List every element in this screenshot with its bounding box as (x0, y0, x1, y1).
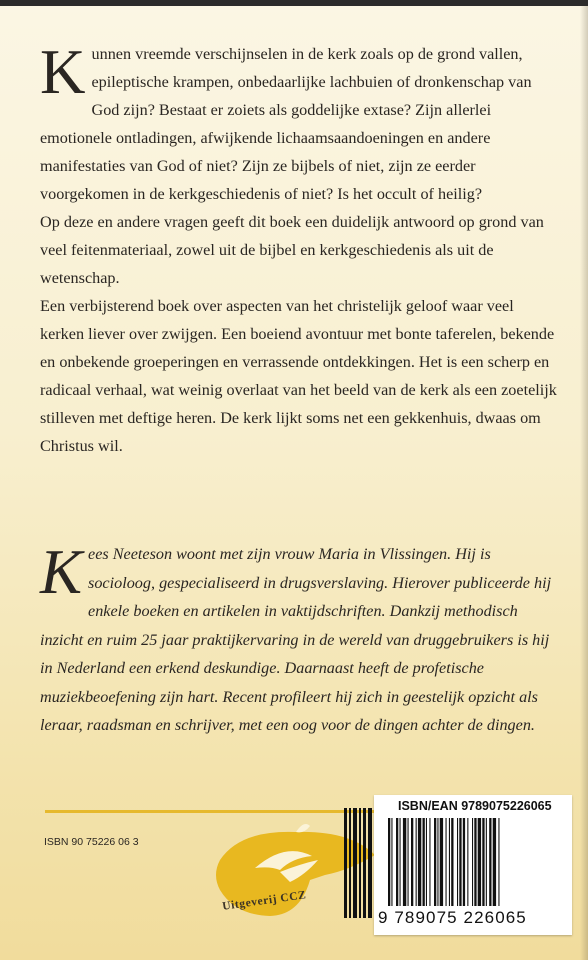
blurb-paragraph-2: Op deze en andere vragen geeft dit boek een duidelijk antwoord op grond van veel feitenmateriaal, zowel uit de bijbel en kerkgeschiedenis als uit de wetenschap. (40, 213, 544, 287)
barcode-icon (386, 818, 564, 910)
top-edge (0, 0, 588, 6)
publisher-name: Uitgeverij CCZ (221, 889, 308, 913)
barcode-digits: 9 789075 226065 (378, 908, 527, 927)
blurb-paragraph-3: Een verbijsterend boek over aspecten van het christelijk geloof waar veel kerken liever over zwijgen. Een boeiend avontuur met bonte taferelen, bekende en onbekende groeperingen en verrassende ontdekkingen. Het is een scherp en radicaal verhaal, wat weinig overlaat van het beeld van de kerk als een zoetelijk stilleven met deftige heren. De kerk lijkt soms net een gekkenhuis, dwaas om Christus wil. (40, 297, 557, 455)
spine-barcode-icon (344, 808, 374, 918)
book-blurb (40, 37, 560, 460)
bio-dropcap: K (40, 537, 83, 607)
bio-paragraph: Kees Neeteson woont met zijn vrouw Maria in Vlissingen. Hij is socioloog, gespecialiseerd in drugsverslaving. Hierover publiceerde hij enkele boeken en artikelen in vaktijdschriften. Dankzij methodisch inzicht en ruim 25 jaar praktijkervaring in de wereld van druggebruikers is hij in Nederland een erkend deskundige. Daarnaast heeft de profetische muziekbeoefening zijn hart. Recent profileert hij zich in geestelijk opzicht als leraar, raadsman en schrijver, met een oog voor de dingen achter de dingen. (40, 537, 552, 734)
isbn-ean-label: ISBN/EAN 9789075226065 (398, 799, 552, 813)
blurb-dropcap: K (40, 37, 86, 107)
isbn-number: ISBN 90 75226 06 3 (44, 836, 139, 848)
cover-edge-shadow (580, 6, 588, 960)
blurb-paragraph-1: Kunnen vreemde verschijnselen in de kerk zoals op de grond vallen, epileptische krampen, onbedaarlijke lachbuien of dronkenschap van God zijn? Bestaat er zoiets als goddelijke extase? Zijn allerlei emotionele ontladingen, afwijkende lichaamsaandoeningen en andere manifestaties van God of niet? Zijn ze bijbels of niet, zijn ze eerder voorgekomen in de kerkgeschiedenis of niet? Is het occult of heilig? (40, 37, 532, 203)
author-bio (40, 537, 560, 740)
